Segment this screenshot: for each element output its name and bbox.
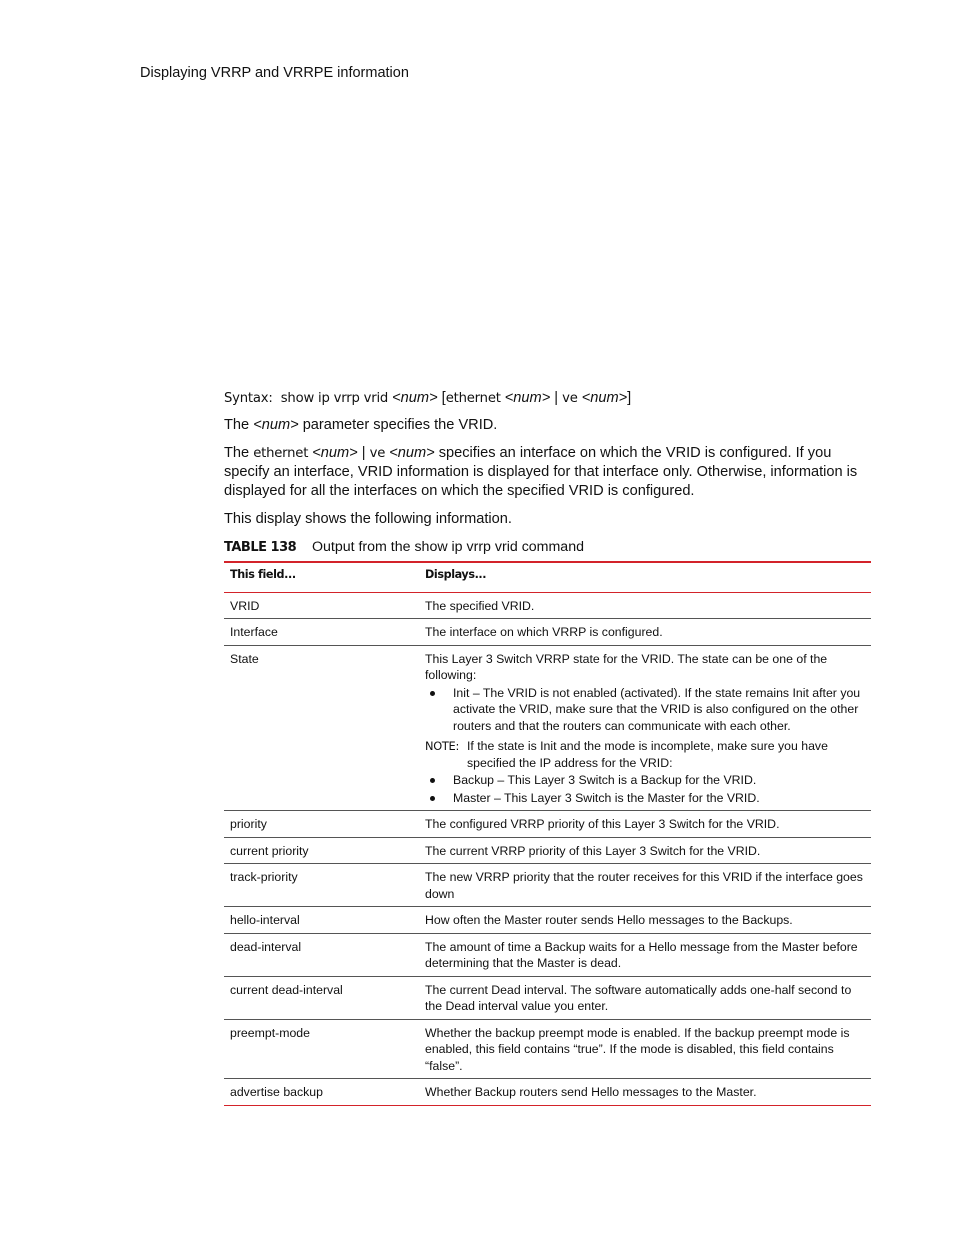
num-parameter-paragraph [224, 416, 870, 435]
syntax-open-bracket: [ [441, 390, 446, 406]
field-name: Interface [224, 619, 419, 646]
field-description: Whether Backup routers send Hello messages to the Master. [419, 1079, 871, 1106]
syntax-label: Syntax: [224, 391, 273, 406]
field-name: current priority [224, 837, 419, 864]
syntax-ve-keyword: ve [562, 391, 578, 406]
syntax-arg-num: <num> [392, 390, 438, 406]
table-row [224, 645, 871, 811]
field-description: Whether the backup preempt mode is enabled. If the backup preempt mode is enabled, this field contains “true”. If the mode is disabled, this field contains “false”. [419, 1019, 871, 1079]
field-description [419, 645, 871, 811]
table-caption-text: Output from the show ip vrrp vrid command [311, 539, 584, 555]
para2-arg-ve: <num> [389, 445, 435, 461]
field-name: dead-interval [224, 933, 419, 976]
field-description: The amount of time a Backup waits for a Hello message from the Master before determining that the Master is dead. [419, 933, 871, 976]
field-name: VRID [224, 592, 419, 619]
syntax-ethernet-keyword: ethernet [445, 391, 501, 406]
field-name: advertise backup [224, 1079, 419, 1106]
table-header-row [224, 562, 871, 592]
table-header-displays: Displays... [419, 562, 871, 592]
field-name: priority [224, 811, 419, 838]
table-row [224, 837, 871, 864]
field-description: The new VRRP priority that the router receives for this VRID if the interface goes down [419, 864, 871, 907]
syntax-arg-ethernet-num: <num> [504, 390, 551, 406]
state-note [425, 738, 865, 771]
state-bullet-backup: Backup – This Layer 3 Switch is a Backup for the VRID. [425, 772, 865, 789]
para1-arg: <num> [253, 417, 299, 433]
para2-text-before: The [224, 445, 254, 461]
table-header-field: This field... [224, 562, 419, 592]
running-header: Displaying VRRP and VRRPE information [140, 65, 409, 81]
field-description: The current Dead interval. The software automatically adds one-half second to the Dead interval value you enter. [419, 976, 871, 1019]
para2-pipe: | [361, 445, 366, 461]
para2-text-after: specifies an interface on which the VRID is configured. If you specify an interface, VRID information is displayed for that interface only. Otherwise, information is displayed for all the interfaces on which the specified VRID is configured. [224, 445, 858, 499]
field-name: track-priority [224, 864, 419, 907]
field-description: The specified VRID. [419, 592, 871, 619]
state-bullet-master: Master – This Layer 3 Switch is the Master for the VRID. [425, 790, 865, 807]
field-description: The interface on which VRRP is configured. [419, 619, 871, 646]
field-name: preempt-mode [224, 1019, 419, 1079]
table-row [224, 811, 871, 838]
table-row [224, 976, 871, 1019]
syntax-line [224, 389, 870, 408]
field-description: The configured VRRP priority of this Layer 3 Switch for the VRID. [419, 811, 871, 838]
note-text: If the state is Init and the mode is incomplete, make sure you have specified the IP address for the VRID: [467, 739, 828, 770]
output-fields-table [224, 561, 871, 1106]
table-row [224, 1079, 871, 1106]
para2-ethernet-keyword: ethernet [253, 446, 309, 461]
interface-parameter-paragraph [224, 444, 870, 501]
para1-text-after: parameter specifies the VRID. [298, 417, 498, 433]
table-row [224, 933, 871, 976]
para1-text-before: The [224, 417, 254, 433]
main-content [224, 389, 870, 1106]
syntax-pipe: | [554, 390, 559, 406]
table-caption [224, 538, 870, 557]
para2-ve-keyword: ve [369, 446, 386, 461]
field-description: The current VRRP priority of this Layer 3 Switch for the VRID. [419, 837, 871, 864]
table-caption-label: TABLE 138 [224, 540, 297, 555]
field-name: State [224, 645, 419, 811]
display-info-paragraph: This display shows the following information. [224, 511, 512, 527]
field-description: How often the Master router sends Hello messages to the Backups. [419, 907, 871, 934]
state-bullet-init: Init – The VRID is not enabled (activated). If the state remains Init after you activate the VRID, make sure that the VRID is also configured on the other routers and that the routers can communicate with each other. [425, 685, 865, 735]
syntax-close-bracket: ] [627, 390, 632, 406]
field-name: current dead-interval [224, 976, 419, 1019]
table-row [224, 907, 871, 934]
note-label: NOTE: [425, 739, 459, 753]
table-row [224, 1019, 871, 1079]
table-row [224, 619, 871, 646]
field-name: hello-interval [224, 907, 419, 934]
table-row [224, 592, 871, 619]
para2-arg-ethernet: <num> [312, 445, 358, 461]
state-intro: This Layer 3 Switch VRRP state for the VRID. The state can be one of the following: [425, 651, 828, 682]
syntax-command: show ip vrrp vrid [280, 391, 389, 406]
syntax-arg-ve-num: <num> [581, 390, 628, 406]
table-row [224, 864, 871, 907]
